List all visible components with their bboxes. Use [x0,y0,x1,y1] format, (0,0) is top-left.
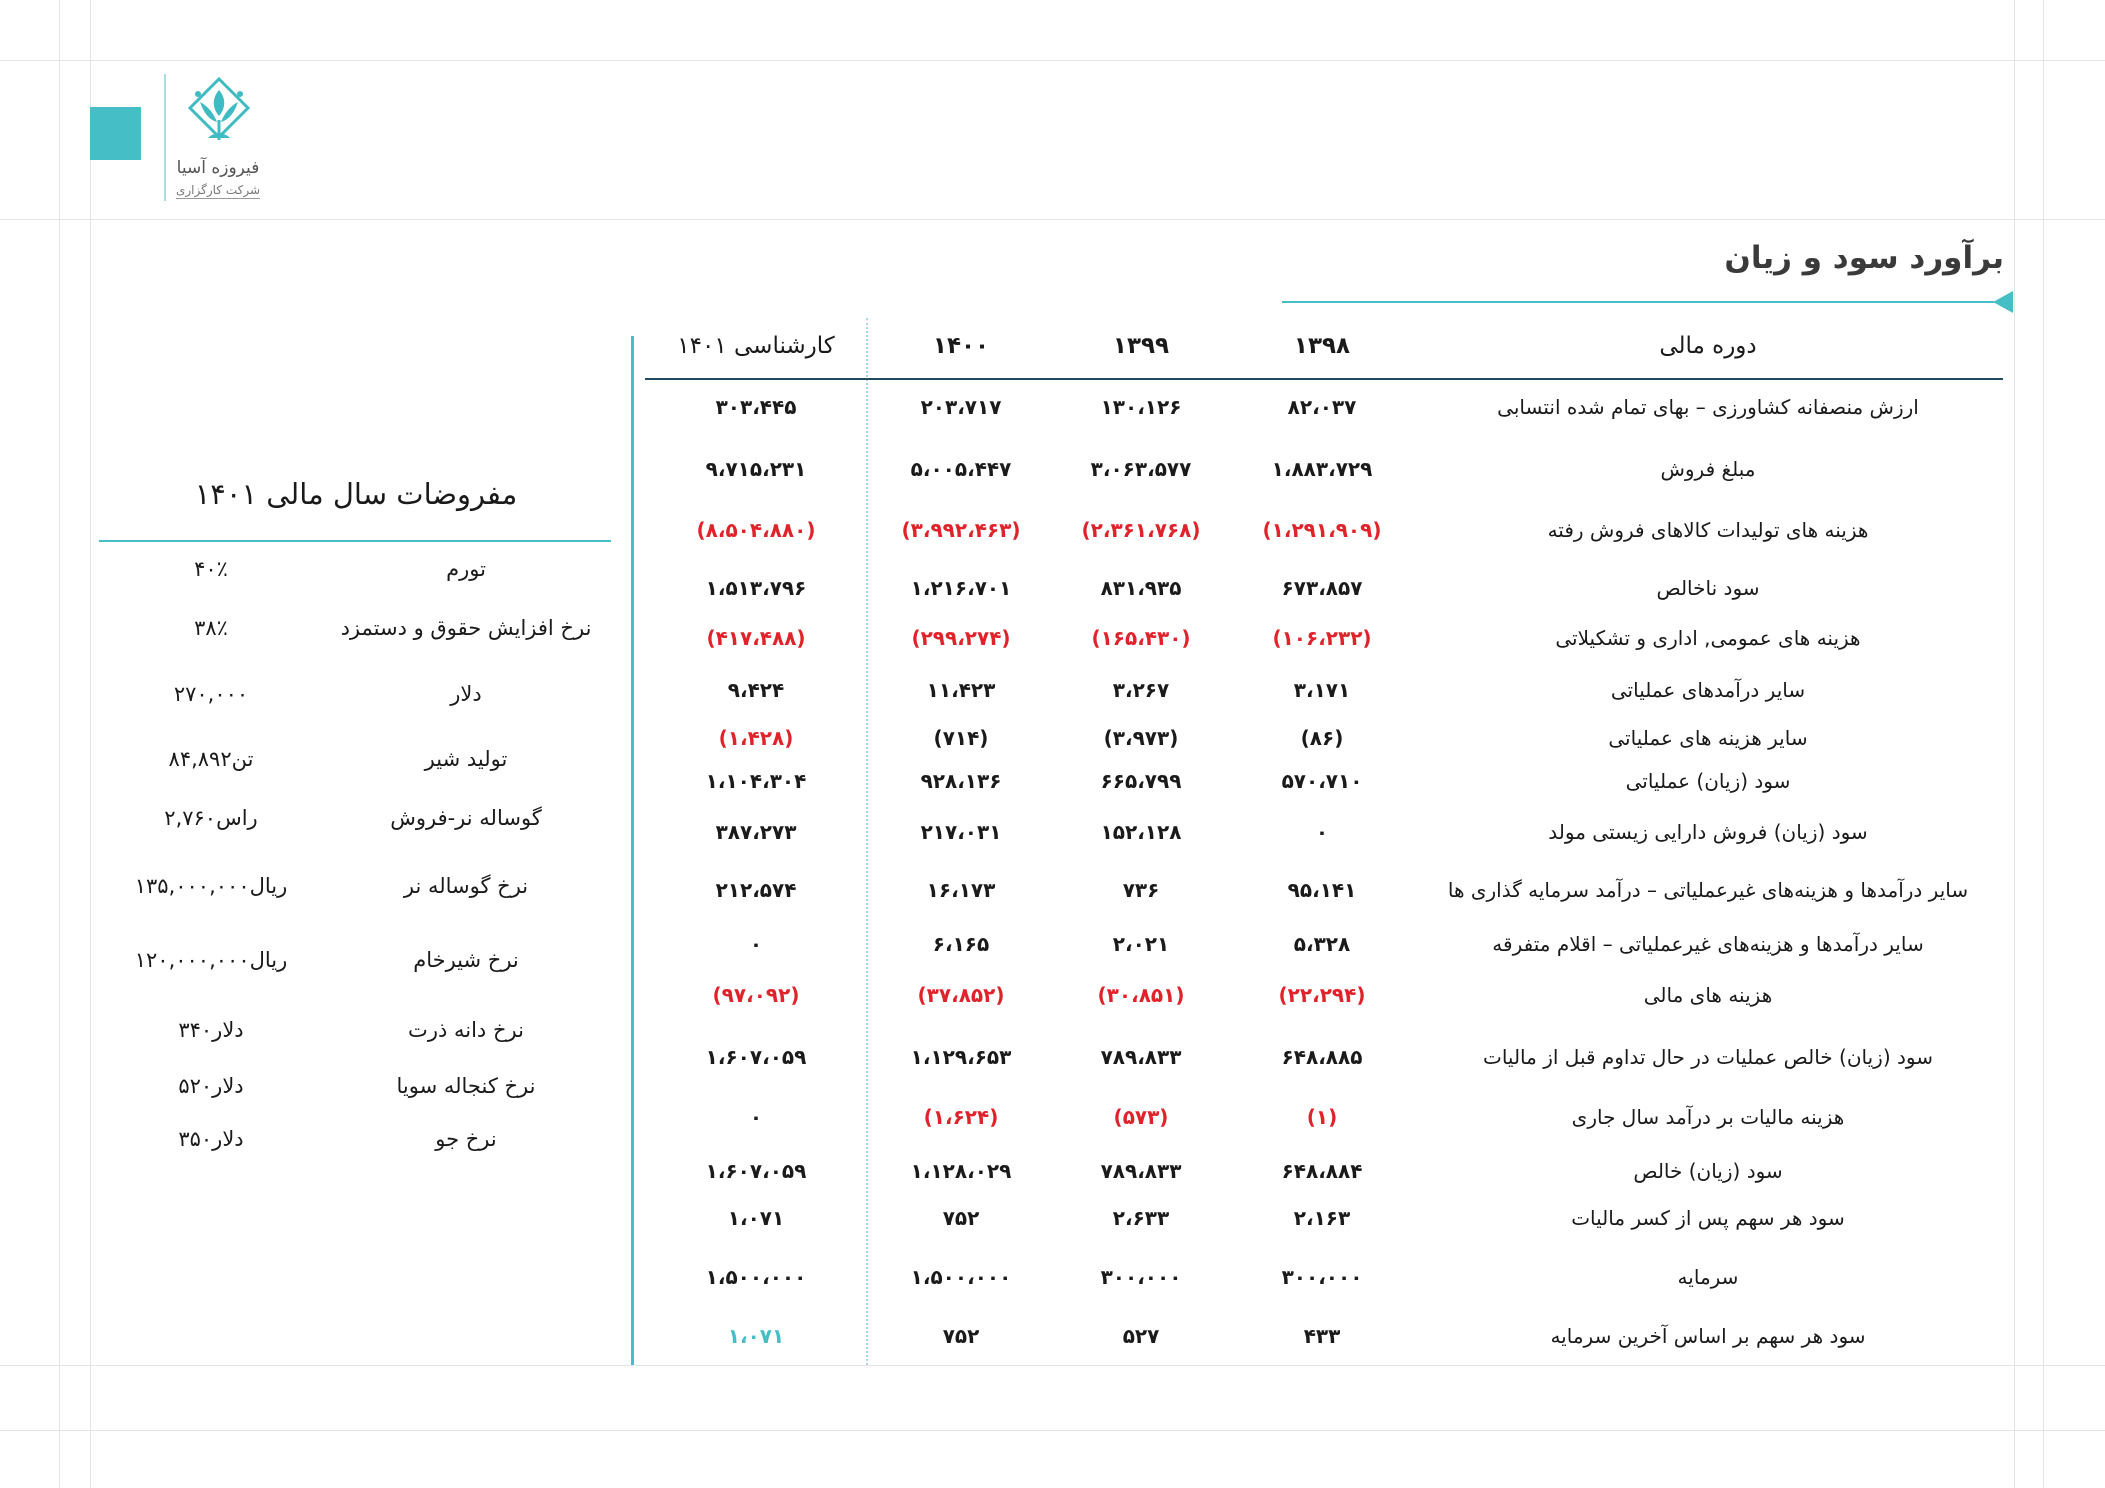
row-value: (۲،۳۶۱،۷۶۸) [1081,518,1201,542]
row-value: ۹۲۸،۱۳۶ [920,769,1002,793]
assumptions-title-rule [99,540,611,542]
assumption-label: تورم [446,557,486,581]
row-value: (۲۹۹،۲۷۴) [911,626,1011,650]
row-value: ۹۵،۱۴۱ [1287,878,1357,902]
assumption-label: نرخ کنجاله سویا [396,1074,536,1098]
title-arrow-icon [1993,291,2013,313]
row-value: ۲۱۷،۰۳۱ [920,820,1002,844]
row-value: ۳،۲۶۷ [1112,678,1170,702]
row-value: (۳،۹۷۳) [1103,726,1179,750]
row-value: ۱۶،۱۷۳ [926,878,996,902]
row-value: ۵،۳۲۸ [1293,932,1351,956]
row-value: (۱،۲۹۱،۹۰۹) [1262,518,1382,542]
row-value: ۷۳۶ [1122,878,1160,902]
row-value: (۸،۵۰۴،۸۸۰) [696,518,816,542]
row-label: سود هر سهم پس از کسر مالیات [1571,1206,1845,1230]
page-title: برآورد سود و زیان [1724,240,2004,276]
row-label: سرمایه [1677,1265,1739,1289]
row-value: ۱۱،۴۲۳ [926,678,996,702]
column-header-1399: ۱۳۹۹ [1112,333,1170,359]
row-label: سود هر سهم بر اساس آخرین سرمایه [1550,1324,1866,1348]
guide-line [0,1365,2105,1366]
firouzeh-asia-logo-icon [178,76,260,146]
row-label: سایر درآمدها و هزینه‌های غیرعملیاتی – اقلام متفرقه [1492,932,1924,956]
row-value: (۷۱۴) [933,726,989,750]
column-header-forecast-1401: کارشناسی ۱۴۰۱ [677,333,835,359]
row-label: هزینه های مالی [1643,983,1773,1007]
table-header-rule [645,378,2003,380]
logo-company-subtitle: شرکت کارگزاری [175,183,261,197]
row-value: ۲،۶۳۳ [1112,1206,1170,1230]
guide-line [2014,0,2015,1488]
row-value: (۱۰۶،۲۳۲) [1272,626,1372,650]
assumption-label: نرخ افزایش حقوق و دستمزد [340,616,592,640]
row-value: ۸۳۱،۹۳۵ [1100,576,1182,600]
row-value: ۱،۶۰۷،۰۵۹ [705,1045,807,1069]
row-value: ۷۵۲ [942,1324,980,1348]
row-value: ۶،۱۶۵ [932,932,990,956]
row-label: سود (زیان) عملیاتی [1625,769,1791,793]
row-value: ۸۲،۰۳۷ [1287,395,1357,419]
row-value: ۲،۰۲۱ [1112,932,1170,956]
assumption-value: ۳۸٪ [194,616,228,640]
assumption-value: ۱۳۵,۰۰۰,۰۰۰ریال [134,874,288,898]
logo-company-name: فیروزه آسیا [176,158,260,178]
row-label: هزینه مالیات بر درآمد سال جاری [1571,1105,1845,1129]
row-value: (۱،۶۲۴) [923,1105,999,1129]
row-value: ۱،۱۲۹،۶۵۳ [910,1045,1012,1069]
table-separator [631,336,634,1365]
assumption-label: گوساله نر-فروش [390,806,542,830]
row-value: ۳۰۰،۰۰۰ [1100,1265,1182,1289]
row-value: ۳۰۳،۴۴۵ [715,395,797,419]
row-value: ۲۱۲،۵۷۴ [715,878,797,902]
row-value: (۱) [1306,1105,1338,1129]
guide-line [0,219,2105,220]
row-value: ۱،۰۷۱ [727,1324,785,1348]
row-value: ۴۳۳ [1303,1324,1341,1348]
row-value: ۳،۱۷۱ [1293,678,1351,702]
row-value: ۰ [749,932,763,956]
assumptions-title: مفروضات سال مالی ۱۴۰۱ [194,477,518,511]
guide-line [0,60,2105,61]
row-value: ۹،۴۲۴ [727,678,785,702]
row-label: هزینه های تولیدات کالاهای فروش رفته [1547,518,1869,542]
row-value: (۸۶) [1300,726,1344,750]
assumption-label: نرخ دانه ذرت [408,1018,524,1042]
row-value: ۱،۱۰۴،۳۰۴ [705,769,807,793]
row-label: سایر درآمدهای عملیاتی [1610,678,1806,702]
assumption-value: ۲۷۰,۰۰۰ [173,682,249,706]
row-value: ۶۴۸،۸۸۵ [1281,1045,1363,1069]
assumption-value: ۵۲۰دلار [178,1074,244,1098]
row-value: (۳۷،۸۵۲) [917,983,1005,1007]
row-value: ۷۸۹،۸۳۳ [1100,1045,1182,1069]
row-label: سود (زیان) فروش دارایی زیستی مولد [1548,820,1868,844]
column-header-1398: ۱۳۹۸ [1293,333,1351,359]
row-value: ۱۳۰،۱۲۶ [1100,395,1182,419]
logo-divider [164,74,166,201]
guide-line [90,0,91,1488]
row-value: (۳،۹۹۲،۴۶۳) [901,518,1021,542]
row-label: سود (زیان) خالص عملیات در حال تداوم قبل از مالیات [1483,1045,1933,1069]
brand-accent-square [90,107,141,160]
row-label: سایر هزینه های عملیاتی [1608,726,1808,750]
row-value: (۲۲،۲۹۴) [1278,983,1366,1007]
row-value: ۳،۰۶۳،۵۷۷ [1090,457,1192,481]
guide-line [59,0,60,1488]
row-value: (۳۰،۸۵۱) [1097,983,1185,1007]
row-value: (۵۷۳) [1113,1105,1169,1129]
row-label: سایر درآمدها و هزینه‌های غیرعملیاتی – درآمد سرمایه گذاری ها [1447,878,1969,902]
row-value: ۶۷۳،۸۵۷ [1281,576,1363,600]
row-value: ۳۰۰،۰۰۰ [1281,1265,1363,1289]
row-value: ۱،۸۸۳،۷۲۹ [1271,457,1373,481]
row-value: (۴۱۷،۴۸۸) [706,626,806,650]
row-value: ۶۶۵،۷۹۹ [1100,769,1182,793]
row-value: ۵۲۷ [1122,1324,1160,1348]
row-label: سود ناخالص [1656,576,1760,600]
row-value: ۲۰۳،۷۱۷ [920,395,1002,419]
row-label: هزینه های عمومی, اداری و تشکیلاتی [1555,626,1861,650]
row-value: (۹۷،۰۹۲) [712,983,800,1007]
assumption-value: ۲,۷۶۰راس [164,806,258,830]
row-value: ۷۸۹،۸۳۳ [1100,1159,1182,1183]
assumption-value: ۳۵۰دلار [178,1127,244,1151]
column-header-1400: ۱۴۰۰ [932,333,990,359]
row-value: ۱۵۲،۱۲۸ [1100,820,1182,844]
assumption-label: دلار [450,682,482,706]
row-value: ۶۴۸،۸۸۴ [1281,1159,1363,1183]
assumption-value: ۴۰٪ [194,557,228,581]
table-dotted-separator [866,318,868,1365]
row-value: ۵،۰۰۵،۴۴۷ [910,457,1012,481]
assumption-label: تولید شیر [424,747,508,771]
row-value: ۱،۱۲۸،۰۲۹ [910,1159,1012,1183]
column-header-fiscal-period: دوره مالی [1659,333,1757,359]
row-value: ۱،۰۷۱ [727,1206,785,1230]
row-value: ۰ [1315,820,1329,844]
assumption-label: نرخ شیرخام [413,948,519,972]
row-value: ۱،۶۰۷،۰۵۹ [705,1159,807,1183]
assumption-value: ۸۴,۸۹۲تن [168,747,254,771]
guide-line [2043,0,2044,1488]
title-underline [1282,301,1994,303]
row-label: مبلغ فروش [1660,457,1756,481]
row-value: ۵۷۰،۷۱۰ [1281,769,1363,793]
row-value: ۱،۵۱۳،۷۹۶ [705,576,807,600]
row-value: ۱،۲۱۶،۷۰۱ [910,576,1012,600]
row-label: ارزش منصفانه کشاورزی – بهای تمام شده انتسابی [1497,395,1919,419]
row-value: (۱۶۵،۴۳۰) [1091,626,1191,650]
assumption-value: ۳۴۰دلار [178,1018,244,1042]
guide-line [0,1430,2105,1431]
row-value: (۱،۴۲۸) [718,726,794,750]
assumption-value: ۱۲۰,۰۰۰,۰۰۰ریال [134,948,288,972]
row-value: ۰ [749,1105,763,1129]
row-value: ۳۸۷،۲۷۳ [715,820,797,844]
row-value: ۹،۷۱۵،۲۳۱ [705,457,807,481]
row-value: ۷۵۲ [942,1206,980,1230]
row-label: سود (زیان) خالص [1633,1159,1783,1183]
assumption-label: نرخ گوساله نر [403,874,529,898]
row-value: ۱،۵۰۰،۰۰۰ [705,1265,807,1289]
row-value: ۱،۵۰۰،۰۰۰ [910,1265,1012,1289]
row-value: ۲،۱۶۳ [1293,1206,1351,1230]
assumption-label: نرخ جو [435,1127,497,1151]
